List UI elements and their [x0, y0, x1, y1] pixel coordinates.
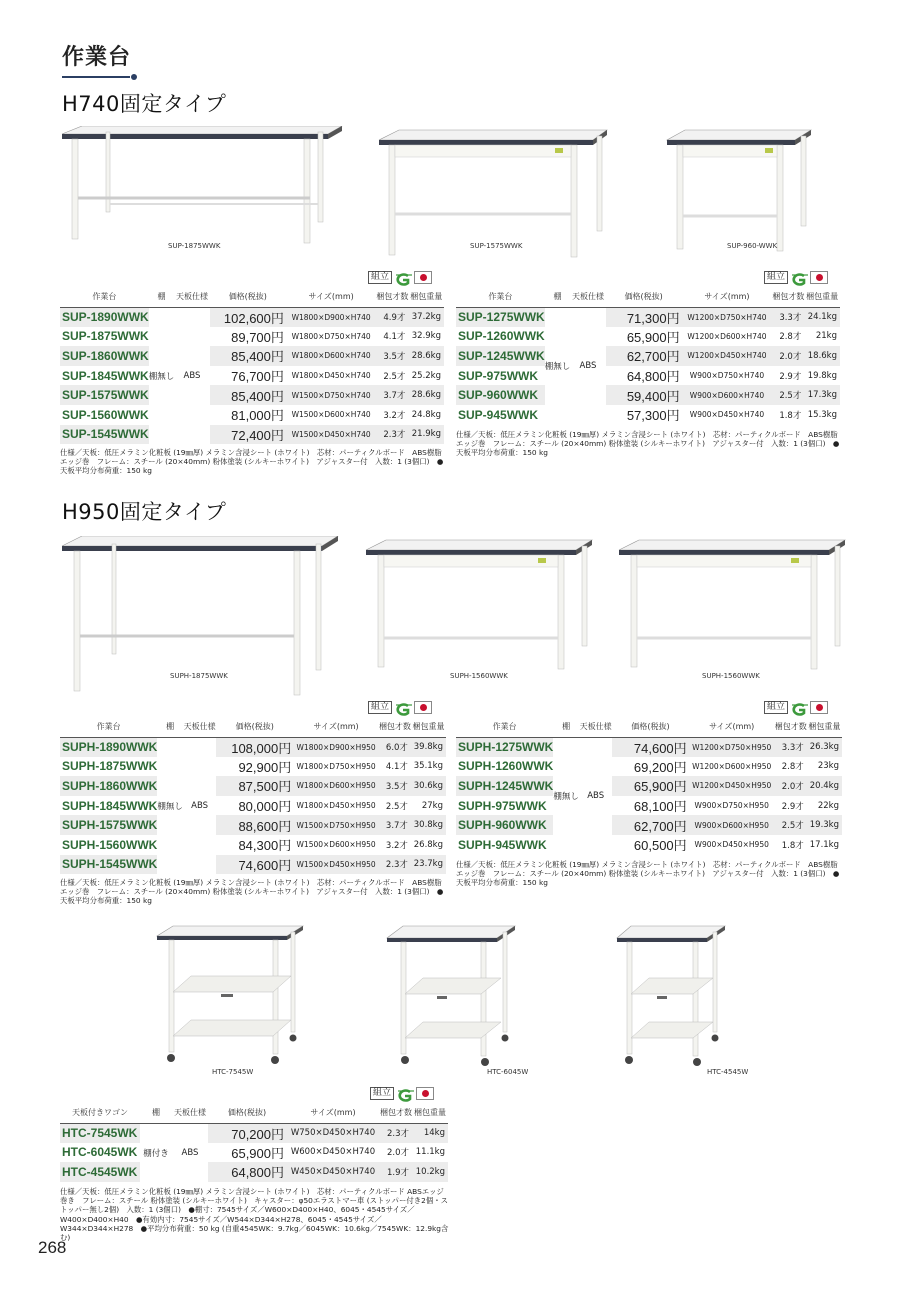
model-number: SUP-1875WWK — [62, 329, 149, 344]
price: 60,500円 — [633, 838, 687, 854]
price: 85,400円 — [210, 385, 286, 405]
size: W600×D450×H740 — [290, 1147, 376, 1158]
product-image-htc-7545w — [155, 924, 305, 1066]
product-caption: SUP-1875WWK — [168, 242, 221, 250]
column-header: 梱包才数 — [376, 287, 408, 307]
size: W1800×D600×H950 — [293, 776, 379, 796]
package-sai: 2.0才 — [772, 346, 804, 366]
size: W1800×D600×H740 — [286, 346, 377, 366]
model-number: SUP-960WWK — [456, 385, 545, 405]
package-weight: 27kg — [421, 800, 443, 811]
size: W1500×D750×H950 — [293, 815, 379, 835]
model-number: SUPH-1575WWK — [60, 815, 157, 835]
column-header: 価格(税抜) — [606, 287, 682, 307]
package-sai: 3.2才 — [385, 840, 408, 851]
model-number: SUPH-1845WWK — [62, 798, 158, 813]
size: W1800×D450×H740 — [291, 371, 371, 381]
package-sai: 2.0才 — [386, 1148, 409, 1159]
column-header: 梱包重量 — [807, 717, 842, 737]
package-weight: 25.2kg — [411, 370, 441, 381]
package-weight: 22kg — [817, 800, 839, 811]
column-header: 天板仕様 — [172, 1103, 208, 1123]
column-header: 作業台 — [456, 717, 553, 737]
model-number: SUP-1890WWK — [60, 307, 149, 327]
package-weight: 26.8kg — [413, 839, 443, 850]
package-sai: 3.3才 — [775, 737, 807, 757]
green-g-icon — [790, 271, 808, 284]
model-number: SUP-1575WWK — [60, 385, 149, 405]
package-weight: 32.9kg — [411, 331, 441, 342]
table-row — [456, 815, 842, 835]
package-sai: 2.5才 — [775, 815, 807, 835]
price: 76,700円 — [231, 369, 284, 385]
top-spec: ABS — [172, 1123, 208, 1182]
shelf-spec: 棚無し — [553, 737, 579, 855]
column-header: 梱包才数 — [775, 717, 807, 737]
model-number: SUPH-975WWK — [458, 798, 547, 813]
top-spec: ABS — [174, 307, 210, 444]
package-sai: 2.8才 — [779, 332, 802, 343]
column-header: サイズ(mm) — [682, 287, 773, 307]
price: 108,000円 — [216, 737, 293, 757]
column-header: 天板仕様 — [174, 287, 210, 307]
spec-table-h740-right — [456, 287, 840, 425]
section-title-h950: H950固定タイプ — [62, 500, 227, 524]
badge-group — [368, 270, 432, 284]
table-row — [456, 405, 840, 425]
model-number: SUPH-1260WWK — [458, 759, 554, 774]
badge-group — [764, 270, 828, 284]
table-row — [60, 1123, 448, 1143]
price: 81,000円 — [231, 408, 284, 424]
package-weight: 21.9kg — [408, 425, 444, 445]
price: 69,200円 — [633, 759, 687, 775]
package-weight: 19.8kg — [807, 370, 837, 381]
column-header: 梱包重量 — [412, 1103, 448, 1123]
size: W1200×D750×H950 — [689, 737, 775, 757]
package-sai: 2.5才 — [383, 371, 406, 382]
size: W1200×D600×H740 — [687, 331, 767, 341]
product-image-sup-960-wwk — [665, 128, 815, 253]
size: W1500×D750×H740 — [286, 385, 377, 405]
price: 102,600円 — [210, 307, 286, 327]
column-header: 棚 — [140, 1103, 172, 1123]
title-underline-dot — [131, 74, 137, 80]
price: 85,400円 — [210, 346, 286, 366]
column-header: 棚 — [553, 717, 579, 737]
column-header: 天板仕様 — [570, 287, 606, 307]
top-spec: ABS — [579, 737, 613, 855]
size: W1800×D450×H950 — [296, 801, 376, 811]
green-g-icon — [394, 701, 412, 714]
product-caption: SUPH-1560WWK — [702, 672, 760, 680]
japan-flag-icon — [414, 271, 432, 284]
price: 65,900円 — [231, 1145, 284, 1161]
column-header: 梱包才数 — [772, 287, 804, 307]
price: 62,700円 — [612, 815, 688, 835]
size: W1500×D600×H950 — [296, 840, 376, 850]
green-g-icon — [394, 271, 412, 284]
package-sai: 2.5才 — [772, 385, 804, 405]
table-row — [60, 405, 444, 425]
product-image-suph-1560wwk — [615, 538, 847, 670]
product-image-htc-6045w — [385, 924, 520, 1066]
product-caption: SUP-1575WWK — [470, 242, 523, 250]
model-number: SUP-1260WWK — [458, 329, 545, 344]
table-row — [60, 346, 444, 366]
model-number: SUP-1845WWK — [62, 368, 149, 383]
table-row — [60, 307, 444, 327]
package-weight: 17.3kg — [804, 385, 840, 405]
package-sai: 3.5才 — [379, 776, 411, 796]
table-row — [456, 307, 840, 327]
price: 88,600円 — [216, 815, 293, 835]
package-weight: 24.8kg — [411, 409, 441, 420]
column-header: サイズ(mm) — [286, 1103, 380, 1123]
model-number: SUP-945WWK — [458, 407, 539, 422]
assembly-badge: 組立 — [764, 701, 788, 714]
spec-table-h950-left — [60, 717, 446, 874]
green-g-icon — [790, 701, 808, 714]
column-header: 価格(税抜) — [208, 1103, 286, 1123]
package-weight: 30.8kg — [411, 815, 446, 835]
package-weight: 37.2kg — [408, 307, 444, 327]
model-number: SUP-1245WWK — [456, 346, 545, 366]
package-weight: 39.8kg — [411, 737, 446, 757]
japan-flag-icon — [810, 271, 828, 284]
page-number: 268 — [38, 1238, 67, 1257]
column-header: 価格(税抜) — [612, 717, 688, 737]
package-sai: 2.0才 — [775, 776, 807, 796]
size: W900×D600×H740 — [682, 385, 773, 405]
product-image-htc-4545w — [615, 924, 730, 1066]
package-sai: 4.1才 — [385, 762, 408, 773]
table-row — [60, 425, 444, 445]
column-header: 天板仕様 — [579, 717, 613, 737]
package-sai: 3.5才 — [376, 346, 408, 366]
model-number: SUPH-1860WWK — [60, 776, 157, 796]
table-row — [60, 815, 446, 835]
model-number: SUP-975WWK — [458, 368, 539, 383]
column-header: 梱包才数 — [379, 717, 411, 737]
spec-table-wagon — [60, 1103, 448, 1182]
section-title-h740: H740固定タイプ — [62, 92, 227, 116]
package-sai: 3.7才 — [379, 815, 411, 835]
product-caption: SUP-960-WWK — [727, 242, 778, 250]
product-image-sup-1575wwk — [375, 128, 610, 258]
table-row — [60, 1162, 448, 1182]
package-sai: 3.2才 — [383, 410, 406, 421]
model-number: SUPH-1560WWK — [62, 837, 158, 852]
model-number: SUPH-945WWK — [458, 837, 547, 852]
size: W1800×D900×H740 — [286, 307, 377, 327]
price: 80,000円 — [238, 799, 292, 815]
price: 92,900円 — [238, 759, 292, 775]
price: 74,600円 — [612, 737, 688, 757]
package-sai: 3.7才 — [376, 385, 408, 405]
table-row — [60, 385, 444, 405]
package-sai: 1.8才 — [779, 410, 802, 421]
package-weight: 30.6kg — [411, 776, 446, 796]
price: 89,700円 — [231, 329, 284, 345]
package-weight: 17.1kg — [809, 839, 839, 850]
size: W900×D750×H740 — [689, 371, 765, 381]
column-header: 梱包重量 — [804, 287, 840, 307]
column-header: 価格(税抜) — [210, 287, 286, 307]
table-row — [60, 796, 446, 816]
table-row — [456, 366, 840, 386]
badge-group — [370, 1086, 434, 1100]
size: W1800×D900×H950 — [293, 737, 379, 757]
table-row — [60, 757, 446, 777]
package-sai: 2.9才 — [781, 801, 804, 812]
top-spec: ABS — [570, 307, 606, 425]
package-weight: 24.1kg — [804, 307, 840, 327]
price: 65,900円 — [626, 329, 680, 345]
table-row — [60, 776, 446, 796]
table-row — [456, 776, 842, 796]
price: 87,500円 — [216, 776, 293, 796]
package-sai: 3.3才 — [772, 307, 804, 327]
price: 68,100円 — [633, 799, 687, 815]
price: 72,400円 — [210, 425, 286, 445]
shelf-spec: 棚無し — [157, 737, 183, 874]
package-weight: 28.6kg — [408, 346, 444, 366]
spec-note: 仕様／天板：低圧メラミン化粧板 (19㎜厚) メラミン含浸シート (ホワイト) 芯材：パーティクルボード ABS樹脂エッジ巻 フレーム：スチール (20×40mm) 粉体塗装 (シルキーホワイト) アジャスター付 入数：1 (3個口) ●天板平均分布荷重：150 kg — [456, 860, 840, 888]
package-weight: 26.3kg — [807, 737, 842, 757]
package-weight: 23.7kg — [411, 855, 446, 875]
size: W750×D450×H740 — [286, 1123, 380, 1143]
model-number: SUPH-1545WWK — [60, 855, 157, 875]
model-number: SUP-1860WWK — [60, 346, 149, 366]
spec-table-h740-left — [60, 287, 444, 444]
shelf-spec: 棚付き — [140, 1123, 172, 1182]
package-weight: 11.1kg — [415, 1147, 445, 1158]
column-header: 梱包重量 — [408, 287, 444, 307]
column-header: サイズ(mm) — [293, 717, 379, 737]
model-number: SUPH-1875WWK — [62, 759, 158, 774]
model-number: HTC-6045WK — [62, 1145, 138, 1160]
column-header: サイズ(mm) — [689, 717, 775, 737]
assembly-badge: 組立 — [764, 271, 788, 284]
package-sai: 2.5才 — [385, 801, 408, 812]
table-row — [456, 835, 842, 855]
table-row — [60, 835, 446, 855]
model-number: SUP-1275WWK — [456, 307, 545, 327]
model-number: HTC-7545WK — [60, 1123, 140, 1143]
badge-group — [764, 700, 828, 714]
package-sai: 2.3才 — [380, 1123, 412, 1143]
package-sai: 1.9才 — [380, 1162, 412, 1182]
table-row — [60, 366, 444, 386]
package-weight: 10.2kg — [412, 1162, 448, 1182]
size: W1500×D450×H740 — [286, 425, 377, 445]
size: W1800×D750×H740 — [291, 331, 371, 341]
green-g-icon — [396, 1087, 414, 1100]
table-row — [456, 796, 842, 816]
assembly-badge: 組立 — [368, 271, 392, 284]
model-number: SUPH-1245WWK — [456, 776, 553, 796]
size: W900×D750×H950 — [694, 801, 769, 811]
title-underline — [62, 76, 130, 78]
package-weight: 18.6kg — [804, 346, 840, 366]
table-row — [60, 327, 444, 347]
column-header: 作業台 — [60, 287, 149, 307]
size: W1200×D450×H950 — [689, 776, 775, 796]
column-header: 梱包重量 — [411, 717, 446, 737]
table-row — [456, 757, 842, 777]
package-weight: 23kg — [817, 761, 839, 772]
table-row — [456, 385, 840, 405]
spec-note: 仕様／天板：低圧メラミン化粧板 (19㎜厚) メラミン含浸シート (ホワイト) 芯材：パーティクルボード ABS樹脂エッジ巻 フレーム：スチール (20×40mm) 粉体塗装 (シルキーホワイト) アジャスター付 入数：1 (3個口) ●天板平均分布荷重：150 kg — [60, 878, 444, 906]
price: 64,800円 — [626, 369, 680, 385]
column-header: 作業台 — [60, 717, 157, 737]
price: 59,400円 — [606, 385, 682, 405]
price: 84,300円 — [238, 838, 292, 854]
price: 57,300円 — [626, 408, 680, 424]
model-number: SUPH-960WWK — [456, 815, 553, 835]
product-caption: HTC-4545W — [707, 1068, 749, 1076]
size: W900×D450×H950 — [694, 840, 769, 850]
badge-group — [368, 700, 432, 714]
product-image-sup-1875wwk — [60, 126, 345, 246]
package-sai: 6.0才 — [379, 737, 411, 757]
price: 74,600円 — [216, 855, 293, 875]
model-number: SUPH-1890WWK — [60, 737, 157, 757]
table-row — [60, 1143, 448, 1163]
top-spec: ABS — [183, 737, 216, 874]
table-row — [456, 346, 840, 366]
package-sai: 2.9才 — [779, 371, 802, 382]
package-sai: 2.8才 — [781, 762, 804, 773]
size: W900×D600×H950 — [689, 815, 775, 835]
package-weight: 20.4kg — [807, 776, 842, 796]
price: 64,800円 — [208, 1162, 286, 1182]
product-caption: SUPH-1875WWK — [170, 672, 228, 680]
package-sai: 4.1才 — [383, 332, 406, 343]
package-weight: 19.3kg — [807, 815, 842, 835]
size: W1200×D750×H740 — [682, 307, 773, 327]
package-weight: 35.1kg — [413, 761, 443, 772]
column-header: 棚 — [545, 287, 571, 307]
assembly-badge: 組立 — [368, 701, 392, 714]
shelf-spec: 棚無し — [149, 307, 175, 444]
table-row — [60, 855, 446, 875]
spec-table-h950-right — [456, 717, 842, 855]
column-header: 天板付きワゴン — [60, 1103, 140, 1123]
column-header: 作業台 — [456, 287, 545, 307]
japan-flag-icon — [416, 1087, 434, 1100]
column-header: 天板仕様 — [183, 717, 216, 737]
package-sai: 1.8才 — [781, 840, 804, 851]
package-sai: 2.3才 — [379, 855, 411, 875]
spec-note: 仕様／天板：低圧メラミン化粧板 (19㎜厚) メラミン含浸シート (ホワイト) 芯材：パーティクルボード ABS樹脂エッジ巻 フレーム：スチール (20×40mm) 粉体塗装 (シルキーホワイト) アジャスター付 入数：1 (3個口) ●天板平均分布荷重：150 kg — [60, 448, 444, 476]
package-weight: 15.3kg — [807, 409, 837, 420]
model-number: SUP-1560WWK — [62, 407, 149, 422]
table-row — [456, 327, 840, 347]
japan-flag-icon — [810, 701, 828, 714]
column-header: 棚 — [149, 287, 175, 307]
product-image-suph-1560wwk — [362, 538, 594, 670]
size: W450×D450×H740 — [286, 1162, 380, 1182]
japan-flag-icon — [414, 701, 432, 714]
product-caption: HTC-7545W — [212, 1068, 254, 1076]
package-sai: 2.3才 — [376, 425, 408, 445]
size: W1200×D450×H740 — [682, 346, 773, 366]
assembly-badge: 組立 — [370, 1087, 394, 1100]
table-row — [456, 737, 842, 757]
product-caption: HTC-6045W — [487, 1068, 529, 1076]
column-header: 梱包才数 — [380, 1103, 412, 1123]
price: 70,200円 — [208, 1123, 286, 1143]
model-number: SUPH-1275WWK — [456, 737, 553, 757]
price: 62,700円 — [606, 346, 682, 366]
column-header: 棚 — [157, 717, 183, 737]
size: W1200×D600×H950 — [692, 761, 772, 771]
price: 71,300円 — [606, 307, 682, 327]
size: W1500×D450×H950 — [293, 855, 379, 875]
column-header: サイズ(mm) — [286, 287, 377, 307]
price: 65,900円 — [612, 776, 688, 796]
package-sai: 4.9才 — [376, 307, 408, 327]
package-weight: 28.6kg — [408, 385, 444, 405]
size: W1800×D750×H950 — [296, 761, 376, 771]
size: W1500×D600×H740 — [291, 410, 371, 420]
table-row — [60, 737, 446, 757]
model-number: SUP-1545WWK — [60, 425, 149, 445]
shelf-spec: 棚無し — [545, 307, 571, 425]
package-weight: 21kg — [815, 331, 837, 342]
model-number: HTC-4545WK — [60, 1162, 140, 1182]
page-title: 作業台 — [62, 45, 132, 70]
product-caption: SUPH-1560WWK — [450, 672, 508, 680]
column-header: 価格(税抜) — [216, 717, 293, 737]
size: W900×D450×H740 — [689, 410, 765, 420]
package-weight: 14kg — [412, 1123, 448, 1143]
spec-note: 仕様／天板：低圧メラミン化粧板 (19㎜厚) メラミン含浸シート (ホワイト) 芯材：パーティクルボード ABS樹脂エッジ巻 フレーム：スチール (20×40mm) 粉体塗装 (シルキーホワイト) アジャスター付 入数：1 (3個口) ●天板平均分布荷重：150 kg — [456, 430, 840, 458]
spec-note: 仕様／天板：低圧メラミン化粧板 (19㎜厚) メラミン含浸シート (ホワイト) 芯材：パーティクルボード ABSエッジ巻き フレーム：スチール 粉体塗装 (シルキーホワイト) キャスター：φ50エラストマー車 (ストッパー付き2個・ストッパー無し2個) 入数：1 (3個口) ●棚寸：7545サイズ／W600×D400×H40、6045・4545サイズ／W400×D400×H40 ●有効内寸：7545サイズ／W544×D344×H278、6045・4545サイズ／W344×D344×H278 ●平均分布荷重：50 kg (自重4545WK：9.7kg／6045WK：10.6kg／7545WK：12.9kg含む) — [60, 1187, 449, 1243]
